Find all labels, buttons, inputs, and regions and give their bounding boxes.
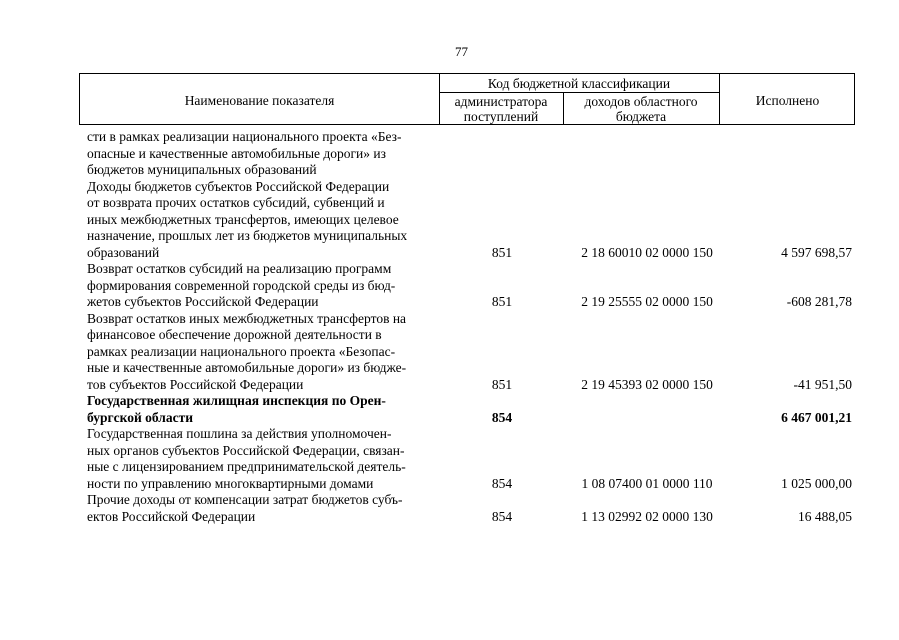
- row-description-line: бюджетов муниципальных образований: [87, 162, 317, 177]
- row-description-line: рамках реализации национального проекта «Безопас-: [87, 343, 396, 359]
- row-description-line: тов субъектов Российской Федерации: [87, 376, 304, 392]
- row-description: [87, 492, 433, 525]
- row-executed-amount: -608 281,78: [786, 294, 852, 309]
- row-description-line: ности по управлению многоквартирными домами: [87, 475, 374, 491]
- row-description-line: ектов Российской Федерации: [87, 508, 256, 524]
- row-executed-amount: 1 025 000,00: [781, 475, 852, 491]
- header-administrator-line: администратора: [454, 94, 548, 109]
- row-description-line: опасные и качественные автомобильные дороги» из: [87, 145, 386, 161]
- header-administrator-line: поступлений: [463, 109, 539, 124]
- row-administrator-code: 854: [491, 475, 513, 491]
- row-description-line: Государственная пошлина за действия уполномочен-: [87, 426, 392, 441]
- row-description-line: ные и качественные автомобильные дороги» из бюдже-: [87, 360, 407, 375]
- row-administrator-code: 851: [491, 244, 513, 260]
- row-executed-amount: 4 597 698,57: [781, 244, 852, 260]
- row-income-code: 2 19 25555 02 0000 150: [581, 294, 713, 309]
- row-income-code: 1 13 02992 02 0000 130: [581, 508, 713, 524]
- row-description-line: Возврат остатков иных межбюджетных трансфертов на: [87, 310, 407, 326]
- table-body: [87, 129, 852, 525]
- row-administrator-code: 851: [491, 376, 513, 392]
- row-description-line: формирования современной городской среды из бюд-: [87, 277, 396, 293]
- row-description: [87, 393, 433, 426]
- row-executed-amount: -41 951,50: [793, 376, 852, 392]
- table-row: [87, 179, 852, 262]
- row-description-line: Доходы бюджетов субъектов Российской Федерации: [87, 178, 390, 194]
- row-description-line: жетов субъектов Российской Федерации: [87, 294, 319, 309]
- row-description: [87, 311, 433, 394]
- row-description-line: ные с лицензированием предпринимательской деятель-: [87, 459, 406, 474]
- header-divider: [439, 92, 719, 93]
- header-income: [563, 94, 719, 124]
- row-description: [87, 426, 433, 492]
- row-administrator-code: 854: [491, 409, 513, 425]
- table-row: [87, 311, 852, 394]
- row-administrator-code: 851: [491, 294, 513, 309]
- header-indicator-name: Наименование показателя: [184, 93, 335, 108]
- header-administrator: [439, 94, 563, 124]
- row-description-line: Прочие доходы от компенсации затрат бюджетов субъ-: [87, 492, 403, 507]
- table-row: [87, 492, 852, 525]
- row-description-line: финансовое обеспечение дорожной деятельности в: [87, 327, 382, 342]
- row-description: [87, 261, 433, 311]
- table-row: [87, 426, 852, 492]
- row-administrator-code: 854: [491, 508, 513, 524]
- page-number: 77: [455, 44, 468, 59]
- row-description-line: ных органов субъектов Российской Федерации, связан-: [87, 442, 405, 458]
- header-budget-code: Код бюджетной классификации: [487, 76, 671, 91]
- row-description-line: иных межбюджетных трансфертов, имеющих целевое: [87, 211, 399, 227]
- row-description-line: Государственная жилищная инспекция по Орен-: [87, 393, 386, 408]
- header-executed: Исполнено: [755, 93, 820, 108]
- header-income-line: бюджета: [615, 109, 667, 124]
- row-executed-amount: 6 467 001,21: [781, 409, 852, 425]
- row-income-code: 2 19 45393 02 0000 150: [581, 376, 713, 392]
- row-income-code: 1 08 07400 01 0000 110: [581, 475, 713, 491]
- table-header: [79, 73, 855, 125]
- row-description-line: назначение, прошлых лет из бюджетов муниципальных: [87, 228, 408, 243]
- row-description-line: образований: [87, 244, 160, 260]
- row-description: [87, 179, 433, 262]
- row-executed-amount: 16 488,05: [798, 508, 852, 524]
- row-income-code: 2 18 60010 02 0000 150: [581, 244, 713, 260]
- table-row: [87, 393, 852, 426]
- row-description-line: сти в рамках реализации национального проекта «Без-: [87, 129, 402, 144]
- row-description-line: Возврат остатков субсидий на реализацию программ: [87, 261, 392, 276]
- header-income-line: доходов областного: [584, 94, 698, 109]
- row-description-line: от возврата прочих остатков субсидий, субвенций и: [87, 195, 385, 210]
- row-description-line: бургской области: [87, 409, 194, 425]
- table-row: [87, 129, 852, 179]
- table-row: [87, 261, 852, 311]
- row-description: [87, 129, 433, 179]
